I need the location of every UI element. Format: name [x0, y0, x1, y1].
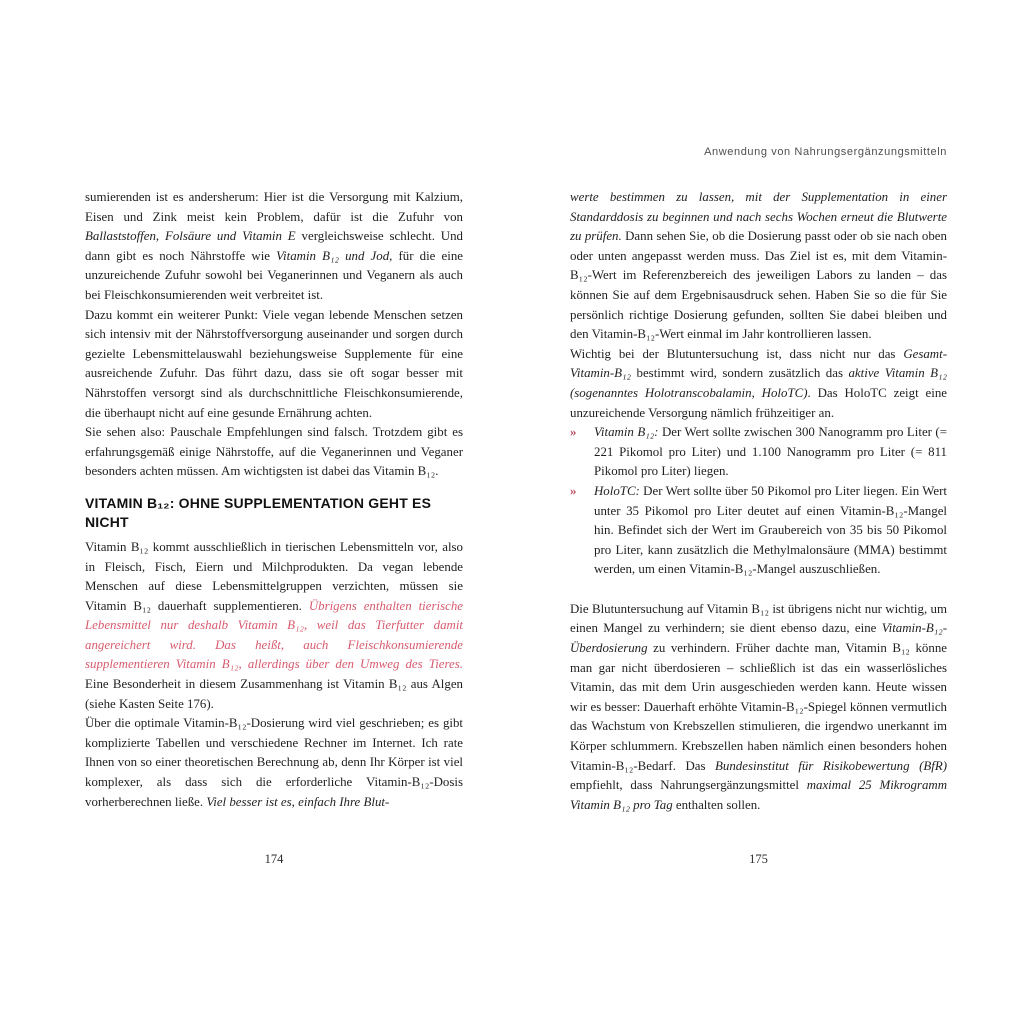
- bullet-text: [594, 423, 947, 482]
- paragraph: [85, 423, 463, 482]
- text-run: enthalten sollen.: [672, 797, 761, 812]
- text-run: bestimmt wird, sondern zusätzlich das: [631, 366, 849, 381]
- paragraph-gap: [570, 580, 947, 600]
- text-run: Ballaststoffen, Folsäure und Vitamin E: [85, 229, 296, 244]
- text-run: maximal 25 Mikrogramm Vitamin B₁₂ pro Tag: [570, 778, 948, 812]
- paragraph: [85, 714, 463, 812]
- paragraph: [85, 188, 463, 306]
- page-number-right: 175: [749, 852, 768, 866]
- text-run: Der Wert sollte zwischen 300 Nanogramm pro Liter (= 221 Pikomol pro Liter) und 1.100 Nanogramm pro Liter (= 811 Pikomol pro Liter) liegen.: [594, 425, 947, 479]
- running-header: Anwendung von Nahrungsergänzungsmitteln: [704, 146, 947, 158]
- text-run: Bundesinstitut für Risikobewertung (BfR): [715, 758, 947, 773]
- bullet-marker-icon: »: [570, 425, 577, 440]
- page-right-text: [570, 188, 947, 815]
- text-run: Über die optimale Vitamin-B₁₂-Dosierung wird viel geschrieben; es gibt komplizierte Tabellen und verschiedene Rechner im Internet. Ich rate Ihnen von so einer theoretischen Berechnung ab, denn Ihr Körper ist viel komplexer, als dass sich die erforderliche Vitamin-B₁₂-Dosis vorherberechnen ließe.: [85, 716, 463, 809]
- paragraph: [570, 188, 947, 345]
- text-run: Dazu kommt ein weiterer Punkt: Viele vegan lebende Menschen setzen sich intensiv mit der Nährstoffversorgung auseinander und sorgen durch gezielte Lebensmittelauswahl beziehungsweise Supplemente für eine ausreichende Zufuhr. Das führt dazu, dass sie oft sogar besser mit Nährstoffen versorgt sind als durchschnittliche Fleischkonsumierende, die überhaupt nicht auf eine gesunde Ernährung achten.: [85, 307, 463, 420]
- paragraph: [85, 538, 463, 714]
- text-run: Eine Besonderheit in diesem Zusammenhang ist Vitamin B₁₂ aus Algen (siehe Kasten Seite 176).: [85, 677, 463, 711]
- text-run: Sie sehen also: Pauschale Empfehlungen sind falsch. Trotzdem gibt es erfahrungsgemäß einige Nährstoffe, auf die Veganerinnen und Veganer besonders achten müssen. Am wichtigsten ist dabei das Vitamin B₁₂.: [85, 425, 463, 479]
- text-run: VITAMIN B₁₂: OHNE SUPPLEMENTATION GEHT ES NICHT: [85, 494, 432, 530]
- text-run: aktive Vitamin B₁₂ (sogenanntes Holotranscobalamin, HoloTC): [570, 366, 947, 400]
- text-run: , für die eine unzureichende Zufuhr sowohl bei Veganerinnen und Veganern als auch bei Fleischkonsumierenden weit verbreitet ist.: [85, 248, 463, 302]
- text-run: Vitamin B₁₂ und Jod: [276, 248, 390, 263]
- text-run: Viel besser ist es, einfach Ihre Blut-: [206, 794, 390, 809]
- bullet-text: [594, 482, 947, 580]
- page-left-text: [85, 188, 463, 812]
- paragraph: [570, 345, 947, 423]
- bullet-item: [570, 482, 947, 580]
- text-run: Vitamin B₁₂:: [594, 425, 659, 440]
- paragraph: [85, 306, 463, 424]
- text-run: Vitamin-B₁₂-Überdosierung: [570, 621, 947, 656]
- accent-text-run: Übrigens enthalten tierische Lebensmittel nur deshalb Vitamin B₁₂, weil das Tierfutter damit angereichert wird. Das heißt, auch Fleischkonsumierende supplementieren Vitamin B₁₂, allerdings über den Umweg des Tieres.: [85, 598, 463, 672]
- text-run: vergleichsweise schlecht. Und dann gibt es noch Nährstoffe wie: [85, 229, 463, 263]
- text-run: Vitamin B₁₂ kommt ausschließlich in tierischen Lebensmitteln vor, also in Fleisch, Fisch, Eiern und Milchprodukten. Da vegan lebende Menschen auf diese Lebensmittelgruppen verzichten, müssen sie Vitamin B₁₂ dauerhaft supplementieren.: [85, 539, 463, 613]
- bullet-marker-icon: »: [570, 483, 577, 498]
- text-run: Der Wert sollte über 50 Pikomol pro Liter liegen. Ein Wert unter 35 Pikomol pro Liter deutet auf einen Vitamin-B₁₂-Mangel hin. Befindet sich der Wert im Graubereich von 35 bis 50 Pikomol pro Liter, kann zusätzlich die Methylmalonsäure (MMA) bestimmt werden, um einen Vitamin-B₁₂-Mangel auszuschließen.: [594, 483, 947, 577]
- text-run: . Das HoloTC zeigt eine unzureichende Versorgung nämlich frühzeitiger an.: [570, 385, 947, 420]
- text-run: zu verhindern. Früher dachte man, Vitamin B₁₂ könne man gar nicht überdosieren – schließlich ist das ein wasserlösliches Vitamin, das mit dem Urin ausgeschieden werden kann. Heute wissen wir es besser: Dauerhaft erhöhte Vitamin-B₁₂-Spiegel können vermutlich das Wachstum von Krebszellen stimulieren, die irgendwo unerkannt im Körper schlummern. Krebszellen haben nämlich einen besonders hohen Vitamin-B₁₂-Bedarf. Das: [570, 641, 947, 773]
- text-run: Gesamt-Vitamin-B₁₂: [570, 346, 947, 381]
- text-run: Wichtig bei der Blutuntersuchung ist, dass nicht nur das: [570, 346, 904, 361]
- text-run: sumierenden ist es andersherum: Hier ist die Versorgung mit Kalzium, Eisen und Zink meist kein Problem, dafür ist die Zufuhr von: [85, 190, 463, 224]
- bullet-item: [570, 423, 947, 482]
- text-run: empfiehlt, dass Nahrungsergänzungsmittel: [570, 778, 807, 793]
- paragraph: [570, 600, 947, 816]
- page-number-left: 174: [264, 852, 284, 866]
- section-heading: [85, 494, 463, 532]
- text-run: werte bestimmen zu lassen, mit der Supplementation in einer Standarddosis zu beginnen und nach sechs Wochen erneut die Blutwerte zu prüfen.: [570, 190, 947, 244]
- text-run: Die Blutuntersuchung auf Vitamin B₁₂ ist übrigens nicht nur wichtig, um einen Mangel zu verhindern; sie dient ebenso dazu, eine: [570, 601, 947, 636]
- text-run: Dann sehen Sie, ob die Dosierung passt oder ob sie nach oben oder unten angepasst werden muss. Das Ziel ist es, mit dem Vitamin-B₁₂-Wert im Referenzbereich des jeweiligen Labors zu landen – das können Sie auf dem Ergebnisausdruck sehen. Haben Sie so die für Sie persönlich richtige Dosierung gefunden, sollten Sie dabei bleiben und den Vitamin-B₁₂-Wert einmal im Jahr kontrollieren lassen.: [570, 229, 947, 342]
- text-run: HoloTC:: [594, 483, 640, 498]
